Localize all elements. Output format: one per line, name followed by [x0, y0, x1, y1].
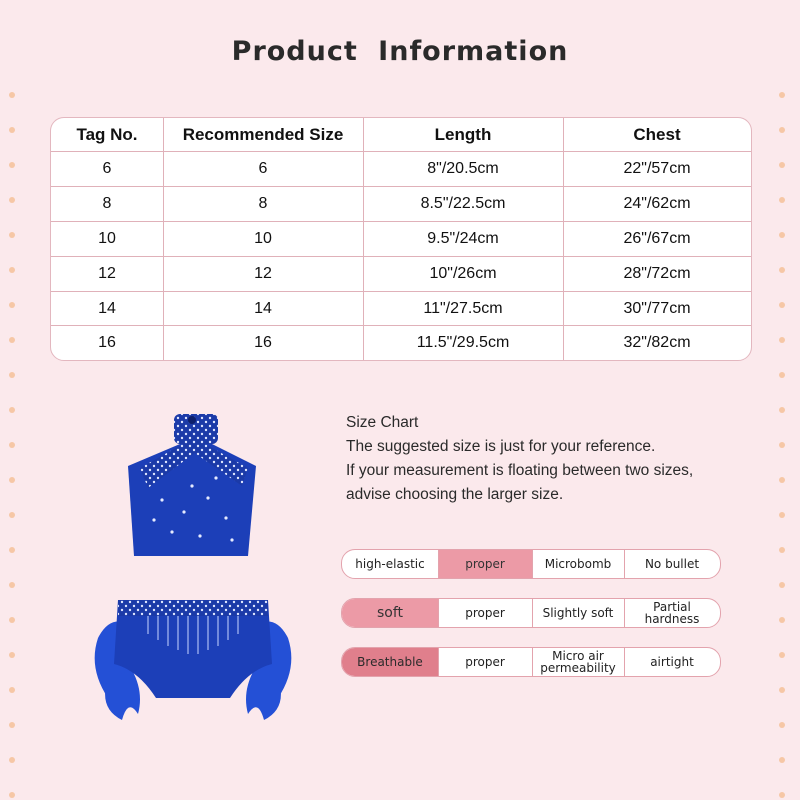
- scale-divider: [532, 648, 533, 676]
- cell-chest: 32"/82cm: [623, 334, 691, 351]
- decorative-dot: [9, 652, 15, 658]
- scale-option: high-elastic: [355, 557, 425, 571]
- decorative-dot: [9, 127, 15, 133]
- table-row: [51, 257, 751, 291]
- decorative-dot: [9, 792, 15, 798]
- scale-option: proper: [465, 606, 505, 620]
- decorative-dot: [779, 687, 785, 693]
- cell-recommended-size: 12: [254, 265, 272, 282]
- decorative-dot: [779, 232, 785, 238]
- scale-option: Slightly soft: [542, 606, 614, 620]
- softness-scale: [341, 598, 721, 628]
- scale-option: Microbomb: [544, 557, 612, 571]
- scale-option-selected: soft: [342, 599, 438, 627]
- note-line: If your measurement is floating between two sizes,: [346, 462, 694, 479]
- scale-option: proper: [465, 655, 505, 669]
- table-row: [51, 187, 751, 221]
- table-row: [51, 222, 751, 256]
- decorative-dot: [9, 687, 15, 693]
- cell-length: 8.5"/22.5cm: [420, 195, 506, 212]
- cell-recommended-size: 8: [258, 195, 268, 212]
- elasticity-scale: [341, 549, 721, 579]
- scale-divider: [624, 599, 625, 627]
- scale-divider: [438, 648, 439, 676]
- cell-chest: 28"/72cm: [623, 265, 691, 282]
- cell-tag-no: 16: [98, 334, 116, 351]
- size-chart-table: [50, 117, 752, 361]
- decorative-dot: [9, 547, 15, 553]
- decorative-dot: [779, 722, 785, 728]
- table-divider: [51, 221, 751, 222]
- scale-divider: [532, 550, 533, 578]
- decorative-dot: [779, 547, 785, 553]
- cell-tag-no: 8: [102, 195, 112, 212]
- decorative-dot: [9, 372, 15, 378]
- decorative-dot: [779, 617, 785, 623]
- decorative-dot: [779, 477, 785, 483]
- header-recommended-size: Recommended Size: [182, 125, 344, 144]
- decorative-dot: [779, 267, 785, 273]
- table-divider: [563, 118, 564, 360]
- decorative-dot: [9, 617, 15, 623]
- cell-chest: 22"/57cm: [623, 160, 691, 177]
- header-chest: Chest: [633, 125, 681, 144]
- size-notes: [346, 411, 766, 507]
- cell-recommended-size: 16: [254, 334, 272, 351]
- decorative-dot: [9, 582, 15, 588]
- decorative-dot: [779, 512, 785, 518]
- note-line: advise choosing the larger size.: [346, 486, 564, 503]
- cell-length: 10"/26cm: [429, 265, 497, 282]
- header-length: Length: [434, 125, 492, 144]
- table-divider: [51, 151, 751, 152]
- decorative-dot: [9, 302, 15, 308]
- decorative-dot: [9, 477, 15, 483]
- cell-tag-no: 6: [102, 160, 112, 177]
- scale-divider: [624, 648, 625, 676]
- table-divider: [51, 256, 751, 257]
- table-row: [51, 152, 751, 186]
- breathability-scale: [341, 647, 721, 677]
- page-title: Product Information: [231, 36, 569, 67]
- cell-chest: 30"/77cm: [623, 300, 691, 317]
- scale-option: Micro air permeability: [540, 649, 616, 675]
- cell-length: 11.5"/29.5cm: [416, 334, 510, 351]
- table-row: [51, 326, 751, 360]
- table-divider: [163, 118, 164, 360]
- note-line: The suggested size is just for your reference.: [346, 438, 656, 455]
- decorative-dot: [779, 582, 785, 588]
- decorative-dot: [779, 127, 785, 133]
- cell-tag-no: 10: [98, 230, 116, 247]
- decorative-dot: [779, 792, 785, 798]
- decorative-dot: [9, 407, 15, 413]
- cell-length: 11"/27.5cm: [423, 300, 503, 317]
- decorative-dot: [779, 442, 785, 448]
- size-chart-label: Size Chart: [346, 414, 419, 431]
- cell-chest: 26"/67cm: [623, 230, 691, 247]
- decorative-dot: [779, 162, 785, 168]
- decorative-dot: [9, 757, 15, 763]
- decorative-dot: [779, 652, 785, 658]
- decorative-dot: [9, 197, 15, 203]
- cell-length: 9.5"/24cm: [427, 230, 499, 247]
- decorative-dot: [9, 162, 15, 168]
- decorative-dot: [9, 232, 15, 238]
- scale-option: No bullet: [644, 557, 700, 571]
- cell-chest: 24"/62cm: [623, 195, 691, 212]
- decorative-dot: [9, 512, 15, 518]
- decorative-dot: [779, 407, 785, 413]
- scale-divider: [532, 599, 533, 627]
- decorative-dot: [779, 92, 785, 98]
- decorative-dot: [779, 302, 785, 308]
- cell-length: 8"/20.5cm: [427, 160, 499, 177]
- scale-option: Partial hardness: [644, 600, 700, 626]
- left-dot-border: [9, 0, 19, 800]
- decorative-dot: [779, 757, 785, 763]
- scale-option: airtight: [650, 655, 694, 669]
- cell-recommended-size: 6: [258, 160, 268, 177]
- scale-option-selected: proper: [438, 550, 532, 578]
- decorative-dot: [9, 442, 15, 448]
- table-divider: [51, 186, 751, 187]
- table-divider: [51, 325, 751, 326]
- table-header-row: [51, 118, 751, 152]
- scale-divider: [624, 550, 625, 578]
- table-row: [51, 292, 751, 326]
- cell-tag-no: 14: [98, 300, 116, 317]
- scale-divider: [438, 550, 439, 578]
- scale-option-selected: Breathable: [342, 648, 438, 676]
- header-tag-no: Tag No.: [76, 125, 138, 144]
- decorative-dot: [9, 92, 15, 98]
- decorative-dot: [779, 197, 785, 203]
- scale-divider: [438, 599, 439, 627]
- product-image: [88, 408, 298, 728]
- decorative-dot: [779, 372, 785, 378]
- table-divider: [363, 118, 364, 360]
- cell-tag-no: 12: [98, 265, 116, 282]
- decorative-dot: [779, 337, 785, 343]
- table-divider: [51, 291, 751, 292]
- decorative-dot: [9, 722, 15, 728]
- right-dot-border: [779, 0, 789, 800]
- cell-recommended-size: 14: [254, 300, 272, 317]
- cell-recommended-size: 10: [254, 230, 272, 247]
- decorative-dot: [9, 337, 15, 343]
- decorative-dot: [9, 267, 15, 273]
